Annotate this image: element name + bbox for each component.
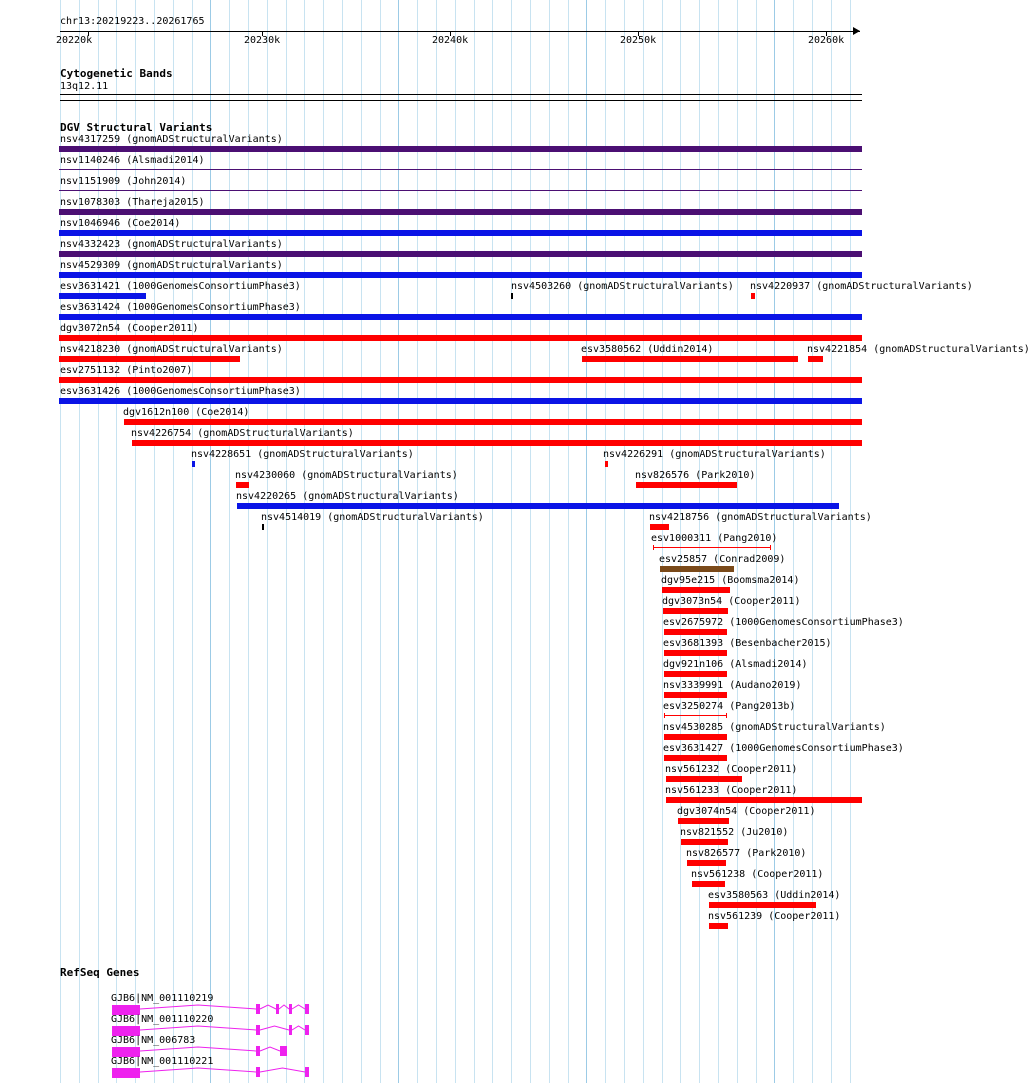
sv-feature-bar[interactable] xyxy=(59,230,862,236)
sv-feature-label[interactable]: esv2675972 (1000GenomesConsortiumPhase3) xyxy=(663,617,904,628)
gene-intron xyxy=(292,1005,305,1009)
sv-feature-label[interactable]: esv3631427 (1000GenomesConsortiumPhase3) xyxy=(663,743,904,754)
dgv-track-title[interactable]: DGV Structural Variants xyxy=(60,121,213,134)
sv-feature-label[interactable]: nsv826577 (Park2010) xyxy=(686,848,807,859)
gene-intron xyxy=(140,1026,256,1030)
sv-feature-bar[interactable] xyxy=(666,797,862,803)
sv-feature-label[interactable]: nsv1140246 (Alsmadi2014) xyxy=(60,155,205,166)
cytoband-label: 13q12.11 xyxy=(60,81,109,92)
gridline xyxy=(643,0,644,1083)
sv-feature-label[interactable]: nsv1046946 (Coe2014) xyxy=(60,218,181,229)
sv-feature-label[interactable]: nsv3339991 (Audano2019) xyxy=(663,680,802,691)
gene-intron xyxy=(260,1068,305,1072)
sv-feature-bar[interactable] xyxy=(582,356,798,362)
sv-feature-endcap xyxy=(664,713,665,718)
gene-model[interactable] xyxy=(100,1067,330,1079)
gridline xyxy=(455,0,456,1083)
gridline xyxy=(398,0,399,1083)
sv-feature-label[interactable]: nsv4503260 (gnomADStructuralVariants) xyxy=(511,281,734,292)
gene-exon xyxy=(256,1025,260,1035)
gene-label[interactable]: GJB6|NM_001110220 xyxy=(111,1014,214,1025)
sv-feature-bar[interactable] xyxy=(59,293,146,299)
sv-feature-bar[interactable] xyxy=(664,629,727,635)
sv-feature-label[interactable]: esv3580563 (Uddin2014) xyxy=(708,890,841,901)
gridline xyxy=(229,0,230,1083)
gene-exon xyxy=(305,1025,309,1035)
sv-feature-label[interactable]: nsv561238 (Cooper2011) xyxy=(691,869,824,880)
sv-feature-endcap xyxy=(726,713,727,718)
sv-feature-label[interactable]: nsv4218230 (gnomADStructuralVariants) xyxy=(60,344,283,355)
gridline xyxy=(248,0,249,1083)
sv-feature-bar[interactable] xyxy=(681,839,728,845)
gene-exon xyxy=(289,1004,292,1014)
gene-intron xyxy=(140,1005,256,1009)
sv-feature-bar[interactable] xyxy=(678,818,729,824)
sv-feature-endcap xyxy=(653,545,654,550)
sv-feature-bar[interactable] xyxy=(59,146,862,152)
sv-feature-label[interactable]: nsv4218756 (gnomADStructuralVariants) xyxy=(649,512,872,523)
sv-feature-bar[interactable] xyxy=(751,293,755,299)
gridline xyxy=(210,0,211,1083)
sv-feature-label[interactable]: nsv4317259 (gnomADStructuralVariants) xyxy=(60,134,283,145)
ruler-tick-label: 20260k xyxy=(808,35,845,46)
sv-feature-label[interactable]: dgv921n106 (Alsmadi2014) xyxy=(663,659,808,670)
gene-intron xyxy=(292,1026,305,1030)
gridline xyxy=(361,0,362,1083)
sv-feature-label[interactable]: nsv4228651 (gnomADStructuralVariants) xyxy=(191,449,414,460)
sv-feature-label[interactable]: esv1000311 (Pang2010) xyxy=(651,533,778,544)
gene-exon xyxy=(256,1067,260,1077)
sv-feature-label[interactable]: esv3681393 (Besenbacher2015) xyxy=(663,638,832,649)
gridline xyxy=(511,0,512,1083)
sv-feature-bar[interactable] xyxy=(124,419,862,425)
gene-intron xyxy=(140,1068,256,1072)
sv-feature-label[interactable]: nsv4530285 (gnomADStructuralVariants) xyxy=(663,722,886,733)
sv-feature-bar[interactable] xyxy=(59,398,862,404)
sv-feature-bar[interactable] xyxy=(59,335,862,341)
gene-intron xyxy=(279,1005,289,1009)
gene-intron xyxy=(260,1047,280,1051)
sv-feature-bar[interactable] xyxy=(709,902,816,908)
sv-feature-label[interactable]: esv3631421 (1000GenomesConsortiumPhase3) xyxy=(60,281,301,292)
sv-feature-bar[interactable] xyxy=(709,923,728,929)
gridline xyxy=(530,0,531,1083)
gridline xyxy=(850,0,851,1083)
sv-feature-bar[interactable] xyxy=(59,314,862,320)
sv-feature-label[interactable]: nsv4332423 (gnomADStructuralVariants) xyxy=(60,239,283,250)
sv-feature-bar[interactable] xyxy=(236,482,249,488)
sv-feature-label[interactable]: dgv1612n100 (Coe2014) xyxy=(123,407,250,418)
sv-feature-bar[interactable] xyxy=(262,524,264,530)
gene-exon xyxy=(276,1004,279,1014)
sv-feature-label[interactable]: esv3631426 (1000GenomesConsortiumPhase3) xyxy=(60,386,301,397)
sv-feature-label[interactable]: nsv4226754 (gnomADStructuralVariants) xyxy=(131,428,354,439)
sv-feature-label[interactable]: esv2751132 (Pinto2007) xyxy=(60,365,193,376)
ruler-arrow-icon xyxy=(853,27,860,35)
sv-feature-label[interactable]: nsv4514019 (gnomADStructuralVariants) xyxy=(261,512,484,523)
ruler-tick-label: 20250k xyxy=(620,35,657,46)
gene-exon xyxy=(280,1046,287,1056)
gene-exon xyxy=(256,1046,260,1056)
sv-feature-bar[interactable] xyxy=(660,566,734,572)
sv-feature-label[interactable]: nsv1151909 (John2014) xyxy=(60,176,187,187)
gene-label[interactable]: GJB6|NM_001110219 xyxy=(111,993,214,1004)
sv-feature-bar[interactable] xyxy=(664,692,727,698)
sv-feature-bar[interactable] xyxy=(692,881,725,887)
sv-feature-bar[interactable] xyxy=(192,461,195,467)
sv-feature-bar[interactable] xyxy=(59,169,862,170)
sv-feature-label[interactable]: nsv826576 (Park2010) xyxy=(635,470,756,481)
gene-label[interactable]: GJB6|NM_006783 xyxy=(111,1035,196,1046)
gridline xyxy=(549,0,550,1083)
gene-exon xyxy=(256,1004,260,1014)
sv-feature-bar[interactable] xyxy=(59,272,862,278)
sv-feature-label[interactable]: nsv561232 (Cooper2011) xyxy=(665,764,798,775)
sv-feature-label[interactable]: nsv561233 (Cooper2011) xyxy=(665,785,798,796)
cytoband-bottom-edge xyxy=(60,100,862,101)
sv-feature-bar[interactable] xyxy=(132,440,862,446)
sv-feature-label[interactable]: dgv3074n54 (Cooper2011) xyxy=(677,806,816,817)
sv-feature-label[interactable]: esv3631424 (1000GenomesConsortiumPhase3) xyxy=(60,302,301,313)
refseq-track-title[interactable]: RefSeq Genes xyxy=(60,966,140,979)
gridline xyxy=(605,0,606,1083)
gridline xyxy=(380,0,381,1083)
sv-feature-label[interactable]: esv3580562 (Uddin2014) xyxy=(581,344,714,355)
gridline xyxy=(267,0,268,1083)
ruler-tick-label: 20240k xyxy=(432,35,469,46)
region-label: chr13:20219223..20261765 xyxy=(60,16,205,27)
gene-intron xyxy=(260,1005,276,1009)
sv-feature-label[interactable]: dgv3072n54 (Cooper2011) xyxy=(60,323,199,334)
ruler-tick-label: 20220k xyxy=(56,35,93,46)
gridline xyxy=(568,0,569,1083)
sv-feature-bar[interactable] xyxy=(664,734,727,740)
sv-feature-bar[interactable] xyxy=(663,608,728,614)
sv-feature-label[interactable]: nsv4221854 (gnomADStructuralVariants) xyxy=(807,344,1030,355)
sv-feature-label[interactable]: nsv4226291 (gnomADStructuralVariants) xyxy=(603,449,826,460)
sv-feature-label[interactable]: nsv4529309 (gnomADStructuralVariants) xyxy=(60,260,283,271)
sv-feature-label[interactable]: nsv4220265 (gnomADStructuralVariants) xyxy=(236,491,459,502)
sv-feature-label[interactable]: dgv3073n54 (Cooper2011) xyxy=(662,596,801,607)
sv-feature-bar[interactable] xyxy=(664,650,727,656)
gene-intron xyxy=(260,1026,289,1030)
gene-exon xyxy=(305,1004,309,1014)
gridline xyxy=(624,0,625,1083)
gridline xyxy=(323,0,324,1083)
gene-exon xyxy=(112,1068,140,1078)
gene-exon xyxy=(289,1025,292,1035)
sv-feature-bar[interactable] xyxy=(664,715,727,716)
sv-feature-bar[interactable] xyxy=(662,587,730,593)
sv-feature-bar[interactable] xyxy=(650,524,669,530)
sv-feature-label[interactable]: nsv1078303 (Thareja2015) xyxy=(60,197,205,208)
gridline xyxy=(417,0,418,1083)
sv-feature-bar[interactable] xyxy=(59,251,862,257)
sv-feature-bar[interactable] xyxy=(59,190,862,191)
gridline xyxy=(474,0,475,1083)
sv-feature-label[interactable]: nsv561239 (Cooper2011) xyxy=(708,911,841,922)
sv-feature-bar[interactable] xyxy=(237,503,839,509)
gridline xyxy=(304,0,305,1083)
sv-feature-label[interactable]: dgv95e215 (Boomsma2014) xyxy=(661,575,800,586)
ruler-line xyxy=(60,31,860,32)
sv-feature-bar[interactable] xyxy=(666,776,742,782)
gene-intron xyxy=(140,1047,256,1051)
cytoband-track-title[interactable]: Cytogenetic Bands xyxy=(60,67,173,80)
sv-feature-label[interactable]: esv25857 (Conrad2009) xyxy=(659,554,786,565)
sv-feature-bar[interactable] xyxy=(59,356,240,362)
gridline xyxy=(342,0,343,1083)
gridline xyxy=(586,0,587,1083)
gridline xyxy=(492,0,493,1083)
sv-feature-bar[interactable] xyxy=(59,209,862,215)
sv-feature-bar[interactable] xyxy=(653,547,771,548)
sv-feature-label[interactable]: nsv821552 (Ju2010) xyxy=(680,827,789,838)
ruler-tick-label: 20230k xyxy=(244,35,281,46)
sv-feature-label[interactable]: esv3250274 (Pang2013b) xyxy=(663,701,796,712)
sv-feature-endcap xyxy=(770,545,771,550)
sv-feature-bar[interactable] xyxy=(664,671,727,677)
sv-feature-label[interactable]: nsv4230060 (gnomADStructuralVariants) xyxy=(235,470,458,481)
sv-feature-bar[interactable] xyxy=(636,482,737,488)
gridline xyxy=(436,0,437,1083)
sv-feature-bar[interactable] xyxy=(808,356,823,362)
sv-feature-bar[interactable] xyxy=(59,377,862,383)
gridline xyxy=(286,0,287,1083)
sv-feature-bar[interactable] xyxy=(605,461,608,467)
cytoband-top-edge xyxy=(60,94,862,95)
sv-feature-bar[interactable] xyxy=(511,293,513,299)
sv-feature-label[interactable]: nsv4220937 (gnomADStructuralVariants) xyxy=(750,281,973,292)
sv-feature-bar[interactable] xyxy=(664,755,727,761)
gene-exon xyxy=(305,1067,309,1077)
sv-feature-bar[interactable] xyxy=(687,860,726,866)
gene-label[interactable]: GJB6|NM_001110221 xyxy=(111,1056,214,1067)
